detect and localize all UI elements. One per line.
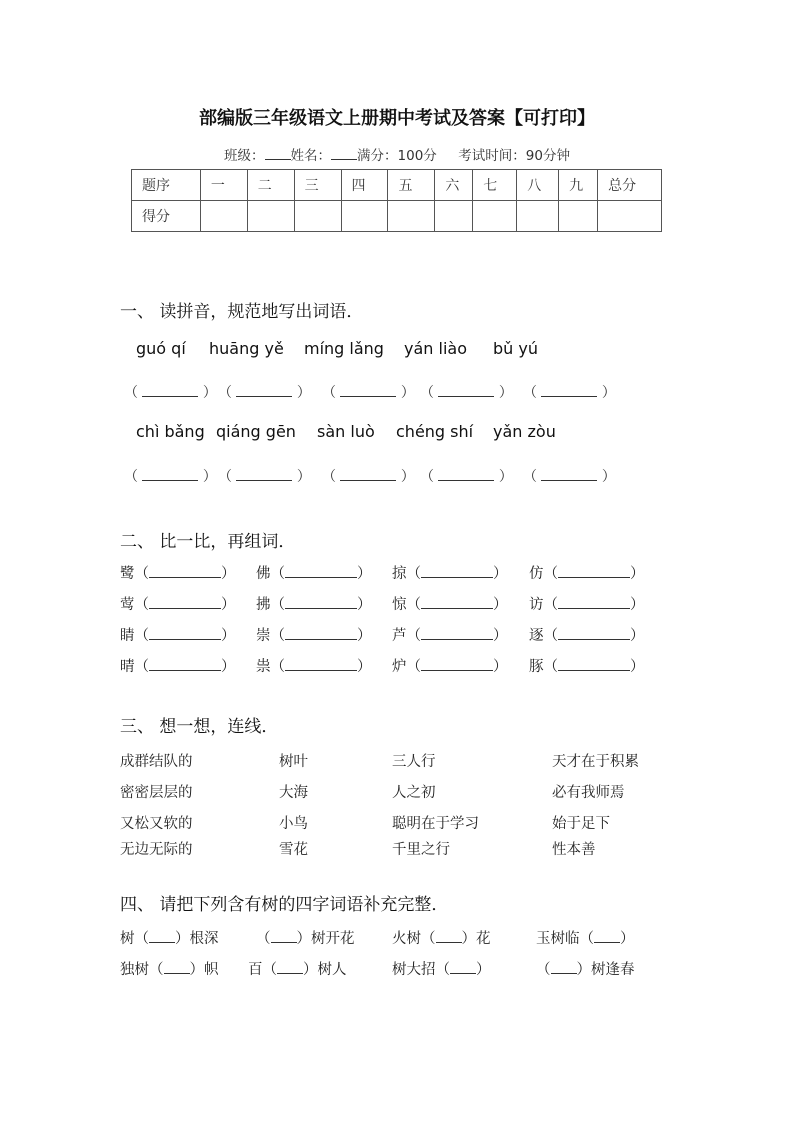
score-cell[interactable] [517,201,559,232]
header-cell: 三 [294,170,341,201]
idiom-suffix: ）树人 [303,962,347,978]
idiom-item[interactable] [536,958,635,979]
compare-item[interactable]: 祟（ ） [256,655,372,676]
name-label: 姓名： [290,148,332,164]
header-cell: 二 [247,170,294,201]
pinyin: míng lǎng [304,339,384,358]
compare-char: 佛 [256,566,271,582]
score-table-row [132,201,662,232]
score-cell[interactable] [247,201,294,232]
match-item[interactable]: 人之初 [392,785,436,801]
answer-blank[interactable]: （ ） [420,466,513,486]
header-cell: 九 [559,170,598,201]
name-blank[interactable] [331,146,357,160]
idiom-item[interactable] [120,927,219,948]
header-cell: 六 [435,170,473,201]
match-item[interactable]: 无边无际的 [120,842,193,858]
compare-item[interactable]: 崇（ ） [256,624,372,645]
match-item[interactable]: 性本善 [552,842,596,858]
idiom-item[interactable] [248,958,347,979]
answer-blank[interactable]: （ ） [523,382,616,402]
answer-blank[interactable]: （ ） [124,382,217,402]
compare-item[interactable]: 佛（ ） [256,562,372,583]
score-cell[interactable] [559,201,598,232]
answer-blank[interactable]: （ ） [218,382,311,402]
compare-item[interactable]: 逐（ ） [529,624,645,645]
compare-char: 炉 [392,659,407,675]
match-item[interactable]: 始于足下 [552,816,610,832]
pinyin: yán liào [404,339,467,358]
compare-char: 睛 [120,628,135,644]
idiom-item[interactable] [536,927,635,948]
header-cell: 八 [517,170,559,201]
idiom-suffix: ） [620,931,635,947]
match-item[interactable]: 密密层层的 [120,785,193,801]
match-item[interactable]: 成群结队的 [120,754,193,770]
page-title: 部编版三年级语文上册期中考试及答案【可打印】 [199,108,595,129]
pinyin: chéng shí [396,422,474,441]
compare-char: 莺 [120,597,135,613]
match-item[interactable]: 树叶 [279,754,308,770]
header-cell: 题序 [132,170,201,201]
section4-heading: 四、 请把下列含有树的四字词语补充完整． [120,895,449,915]
idiom-suffix: ） [476,962,491,978]
idiom-prefix: 树（ [120,931,149,947]
score-cell[interactable] [473,201,517,232]
compare-char: 祟 [256,659,271,675]
answer-blank[interactable]: （ ） [322,466,415,486]
answer-blank[interactable]: （ ） [322,382,415,402]
compare-char: 豚 [529,659,544,675]
idiom-prefix: （ [536,962,551,978]
pinyin: bǔ yú [493,339,538,358]
exam-time-label: 考试时间：90分钟 [458,148,570,164]
match-item[interactable]: 大海 [279,785,308,801]
compare-item[interactable]: 拂（ ） [256,593,372,614]
idiom-item[interactable] [120,958,219,979]
match-item[interactable]: 小鸟 [279,816,308,832]
compare-char: 仿 [529,566,544,582]
compare-item[interactable]: 访（ ） [529,593,645,614]
match-item[interactable]: 必有我师焉 [552,785,625,801]
idiom-prefix: 玉树临（ [536,931,594,947]
compare-char: 逐 [529,628,544,644]
compare-item[interactable]: 豚（ ） [529,655,645,676]
score-table [131,169,662,232]
pinyin: yǎn zòu [493,422,556,441]
idiom-item[interactable] [256,927,355,948]
match-item[interactable]: 又松又软的 [120,816,193,832]
answer-blank[interactable]: （ ） [420,382,513,402]
answer-blank[interactable]: （ ） [523,466,616,486]
header-cell: 总分 [598,170,662,201]
score-cell[interactable] [294,201,341,232]
compare-item[interactable]: 仿（ ） [529,562,645,583]
compare-char: 芦 [392,628,407,644]
match-item[interactable]: 天才在于积累 [552,754,639,770]
match-item[interactable]: 聪明在于学习 [392,816,479,832]
compare-char: 访 [529,597,544,613]
idiom-prefix: 独树（ [120,962,164,978]
exam-info [0,144,794,164]
compare-char: 惊 [392,597,407,613]
header-cell: 一 [200,170,247,201]
pinyin: qiáng gēn [216,422,296,441]
compare-item[interactable]: 炉（ ） [392,655,508,676]
compare-char: 鹭 [120,566,135,582]
score-cell[interactable] [435,201,473,232]
compare-char: 掠 [392,566,407,582]
match-item[interactable]: 千里之行 [392,842,450,858]
header-cell: 五 [388,170,435,201]
pinyin: guó qí [136,339,186,358]
compare-item[interactable]: 晴（ ） [120,655,236,676]
compare-item[interactable]: 莺（ ） [120,593,236,614]
compare-item[interactable]: 鹭（ ） [120,562,236,583]
full-score-label: 满分：100分 [357,148,437,164]
section3-heading: 三、 想一想，连线． [120,717,279,737]
header-cell: 四 [341,170,388,201]
idiom-prefix: 火树（ [392,931,436,947]
compare-item[interactable]: 睛（ ） [120,624,236,645]
idiom-item[interactable] [392,927,491,948]
compare-char: 拂 [256,597,271,613]
idiom-prefix: 树大招（ [392,962,450,978]
score-cell[interactable] [598,201,662,232]
header-cell: 七 [473,170,517,201]
idiom-prefix: 百（ [248,962,277,978]
idiom-item[interactable] [392,958,491,979]
answer-blank[interactable]: （ ） [124,466,217,486]
match-item[interactable]: 雪花 [279,842,308,858]
score-cell[interactable] [341,201,388,232]
match-item[interactable]: 三人行 [392,754,436,770]
idiom-suffix: ）树开花 [296,931,355,947]
idiom-prefix: （ [256,931,271,947]
pinyin: chì bǎng [136,422,205,441]
section2-heading: 二、 比一比，再组词． [120,532,296,552]
section1-heading: 一、 读拼音，规范地写出词语． [120,302,364,322]
compare-item[interactable]: 惊（ ） [392,593,508,614]
compare-char: 晴 [120,659,135,675]
idiom-suffix: ）帜 [189,962,219,978]
idiom-suffix: ）根深 [175,931,219,947]
compare-item[interactable]: 芦（ ） [392,624,508,645]
pinyin: huāng yě [209,339,284,358]
compare-char: 崇 [256,628,271,644]
idiom-suffix: ）花 [461,931,491,947]
pinyin: sàn luò [317,422,375,441]
compare-item[interactable]: 掠（ ） [392,562,508,583]
score-cell[interactable] [388,201,435,232]
answer-blank[interactable]: （ ） [218,466,311,486]
class-label: 班级： [224,148,265,164]
score-table-header [132,170,662,201]
score-cell[interactable] [200,201,247,232]
idiom-suffix: ）树逢春 [576,962,635,978]
row-label: 得分 [132,201,201,232]
class-blank[interactable] [265,146,291,160]
